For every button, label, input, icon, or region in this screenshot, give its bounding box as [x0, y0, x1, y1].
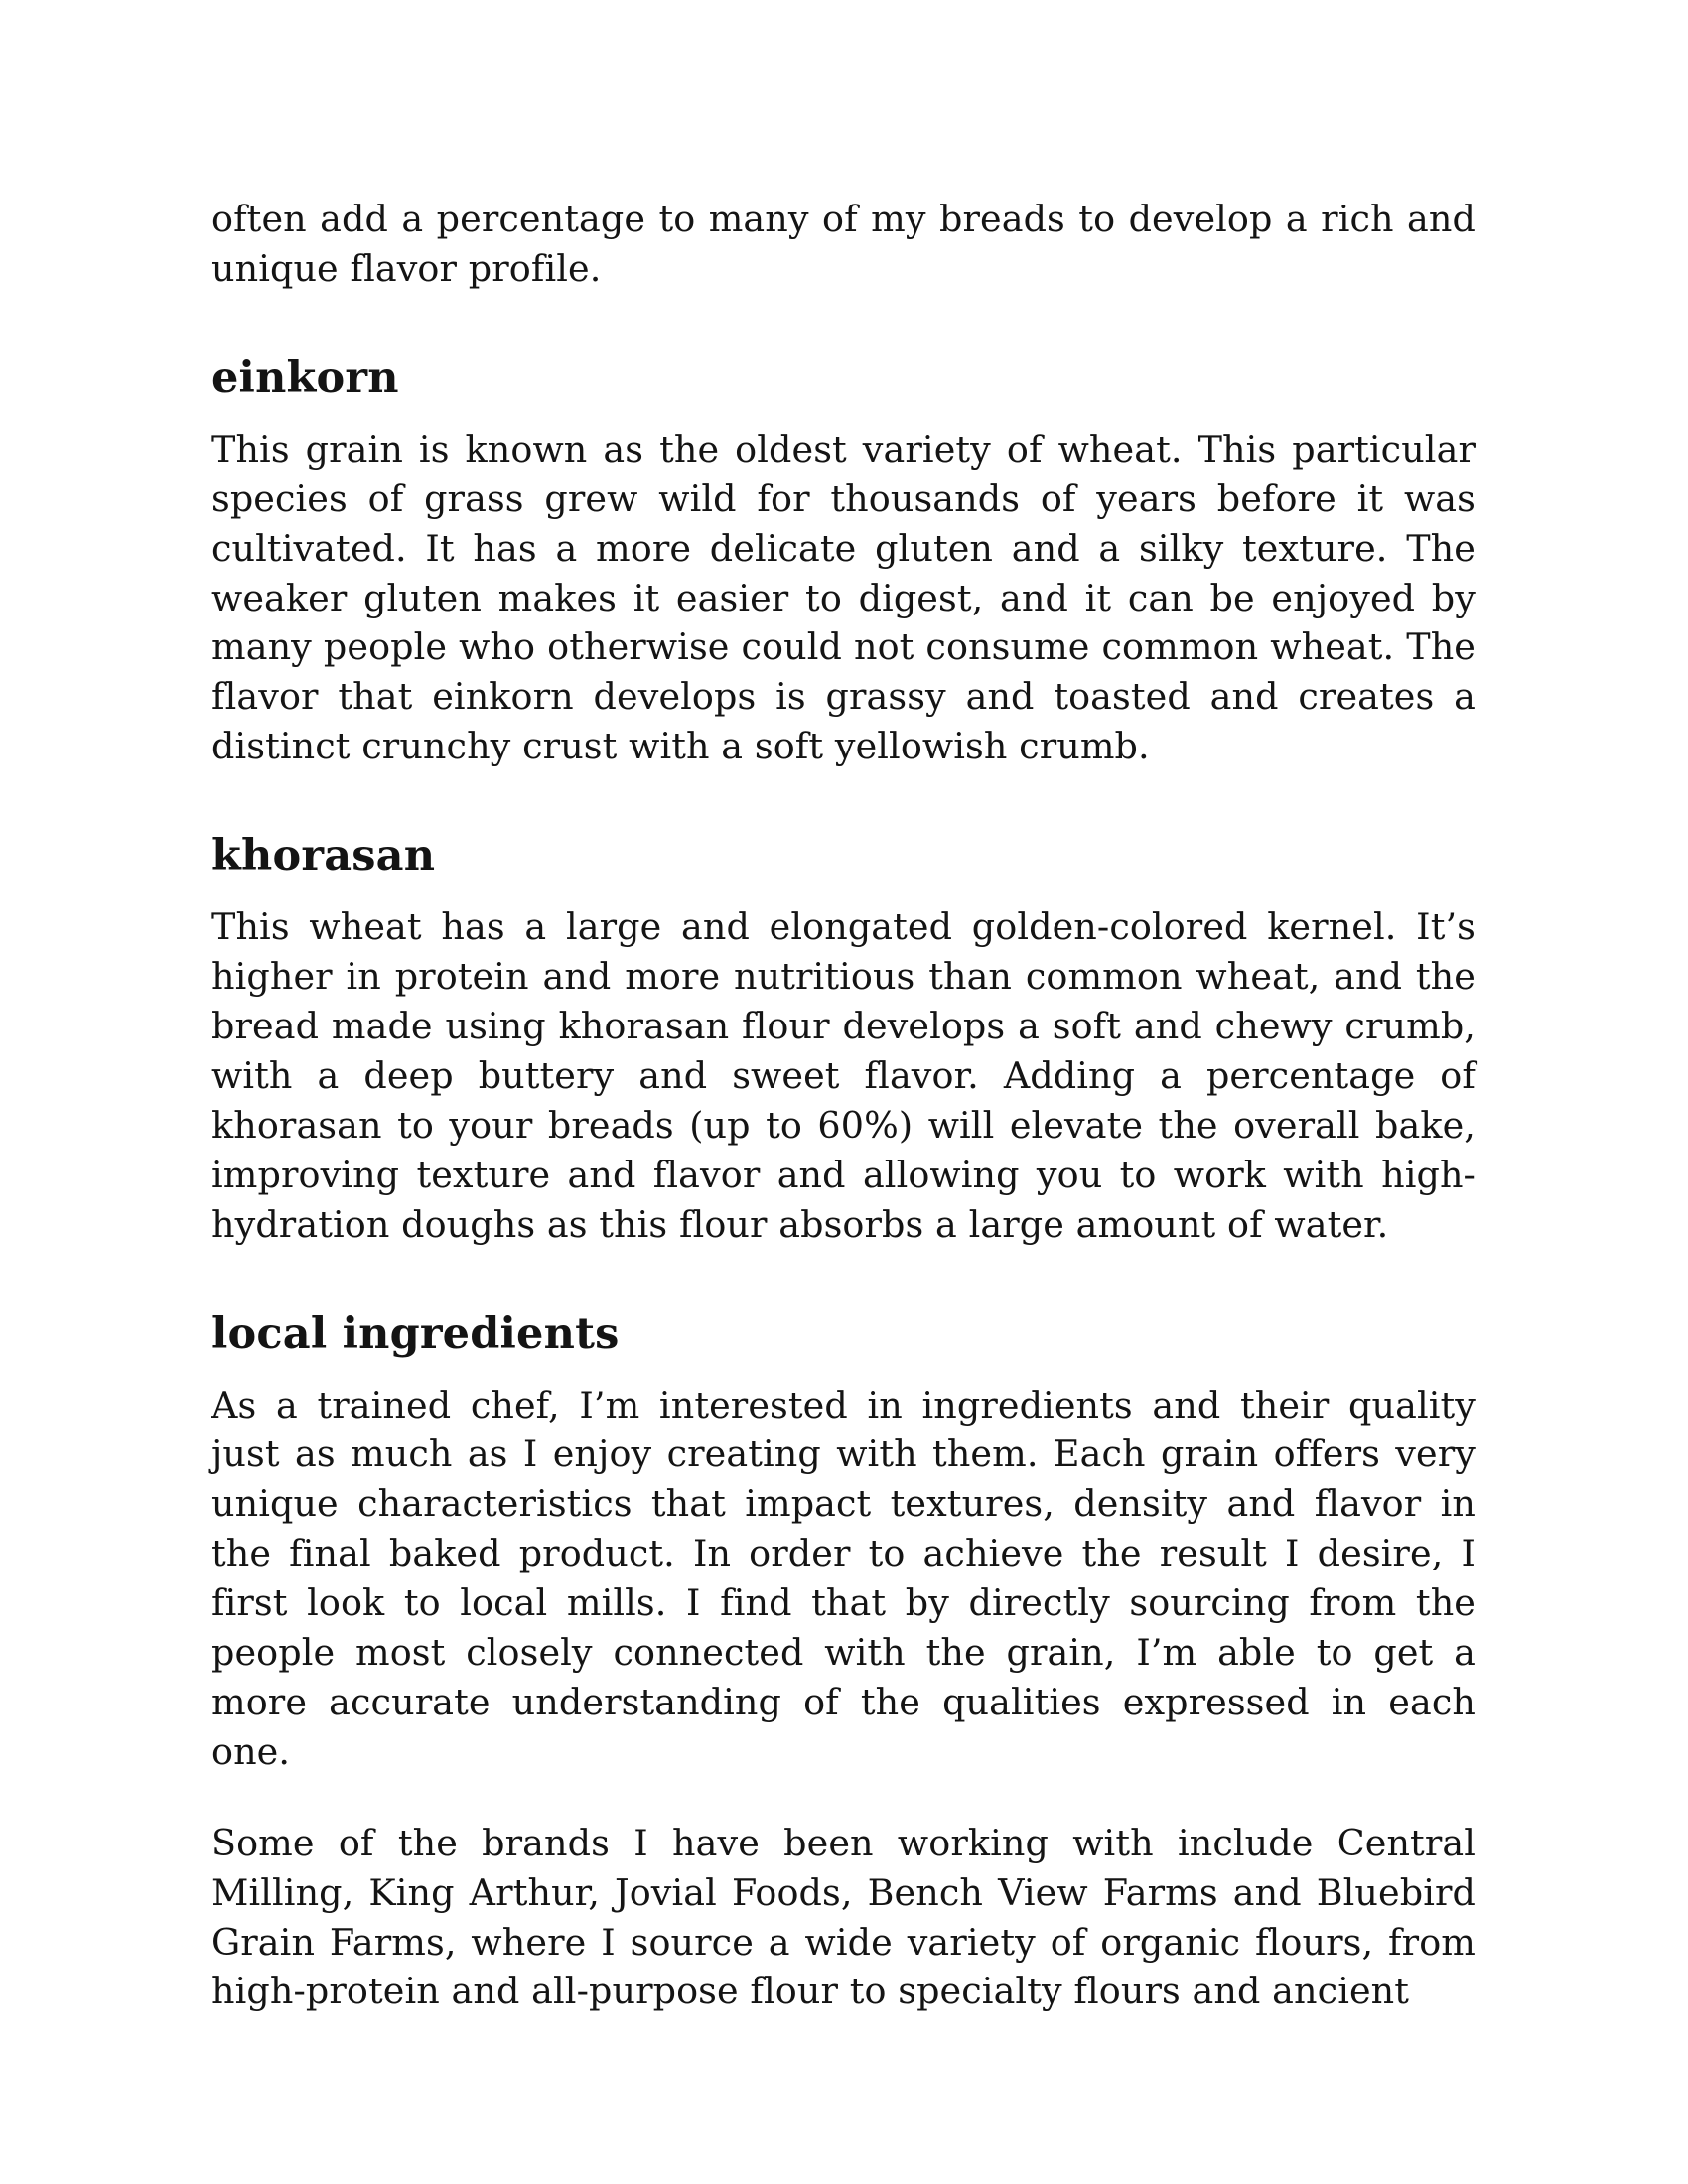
heading-einkorn: einkorn	[211, 352, 399, 403]
document-page	[211, 195, 1476, 2016]
paragraph-einkorn: This grain is known as the oldest variety of wheat. This particular species of grass grew wild for thousands of years before it was cultivated. It has a more delicate gluten and a silky texture. The weaker gluten makes it easier to digest, and it can be enjoyed by many people who otherwise could not consume common wheat. The flavor that einkorn develops is grassy and toasted and creates a distinct crunchy crust with a soft yellowish crumb.	[211, 427, 1476, 768]
intro-paragraph: often add a percentage to many of my breads to develop a rich and unique flavor profile.	[211, 198, 1476, 290]
paragraph-local-ingredients: As a trained chef, I’m interested in ingredients and their quality just as much as I enjoy creating with them. Each grain offers very unique characteristics that impact textures, density and flavor in the final baked product. In order to achieve the result I desire, I first look to local mills. I find that by directly sourcing from the people most closely connected with the grain, I’m able to get a more accurate understanding of the qualities expressed in each one.	[211, 1383, 1476, 1773]
heading-khorasan: khorasan	[211, 831, 436, 882]
paragraph-khorasan: This wheat has a large and elongated golden-colored kernel. It’s higher in protein and more nutritious than common wheat, and the bread made using khorasan flour develops a soft and chewy crumb, with a deep buttery and sweet flavor. Adding a percentage of khorasan to your breads (up to 60%) will elevate the overall bake, improving texture and flavor and allowing you to work with high-hydration doughs as this flour absorbs a large amount of water.	[211, 905, 1476, 1246]
heading-local-ingredients: local ingredients	[211, 1308, 620, 1359]
paragraph-brands: Some of the brands I have been working with include Central Milling, King Arthur, Jovial Foods, Bench View Farms and Bluebird Grain Farms, where I source a wide variety of organic flours, from high-protein and all-purpose flour to specialty flours and ancient	[211, 1821, 1476, 2013]
